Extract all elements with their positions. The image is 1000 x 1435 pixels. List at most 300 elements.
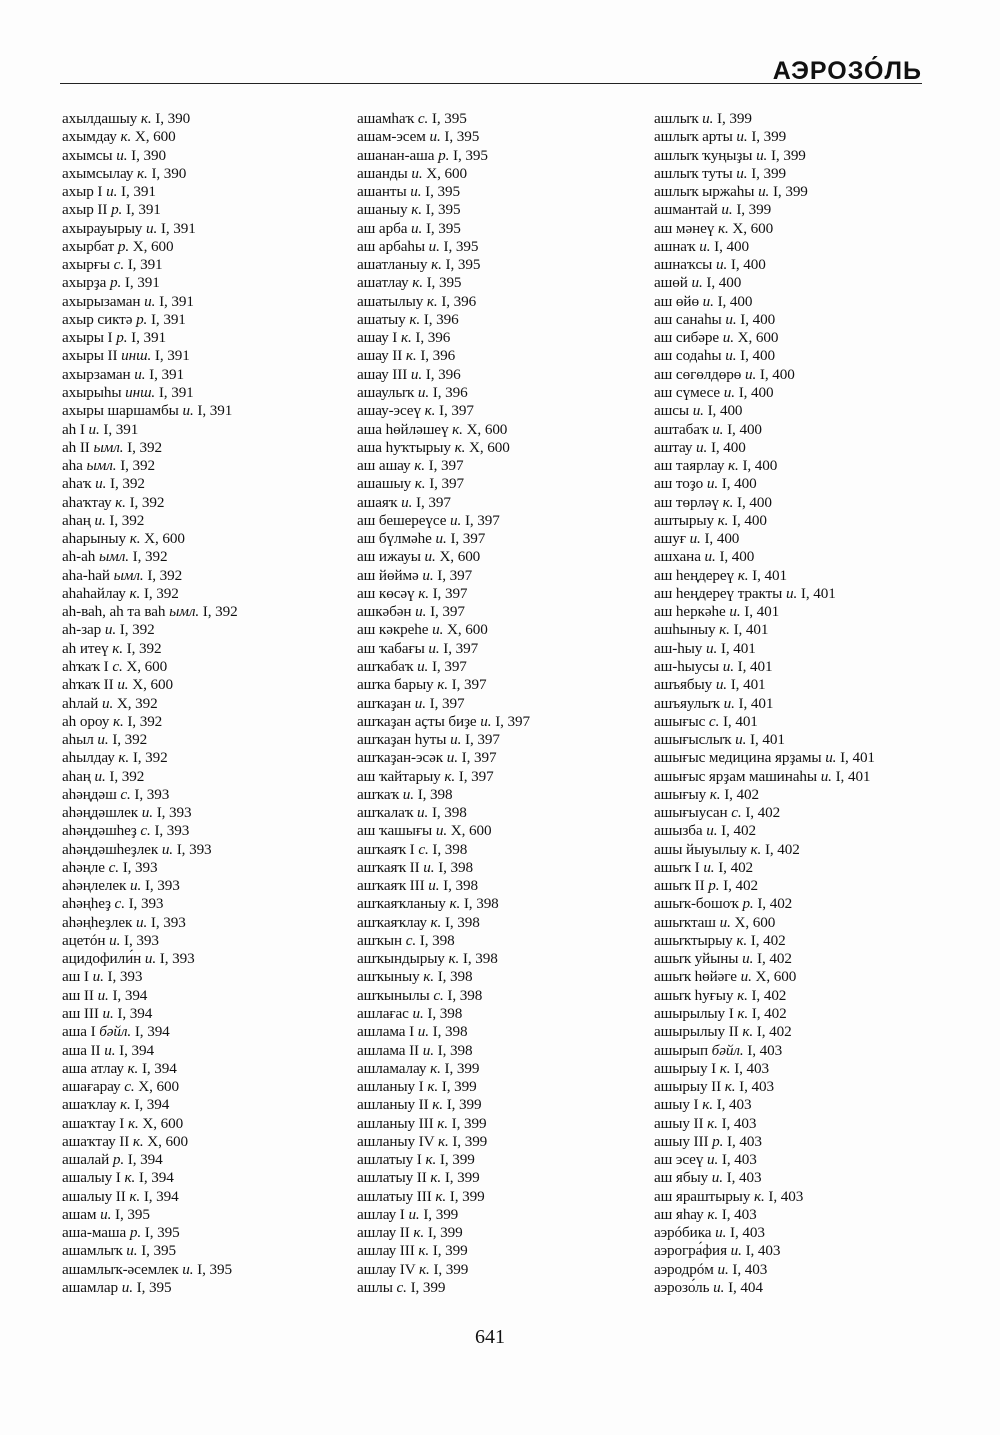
entry-part-of-speech: к.	[717, 511, 729, 529]
entry-part-of-speech: бәйл.	[99, 1023, 132, 1041]
entry-part-of-speech: и.	[692, 402, 704, 420]
entry-headword: ашлыҡ туты	[654, 164, 733, 182]
entry-reference: I, 397	[451, 676, 487, 694]
entry-part-of-speech: и.	[699, 237, 711, 255]
entry-reference: I, 399	[444, 1059, 480, 1077]
entry-part-of-speech: и.	[703, 858, 715, 876]
entry-headword: ахырызаман	[62, 292, 141, 310]
entry-part-of-speech: и.	[740, 968, 752, 986]
entry-headword: ахыры I	[62, 329, 113, 347]
entry-reference: I, 398	[417, 785, 453, 803]
entry-part-of-speech: с.	[114, 895, 125, 913]
dictionary-entry	[357, 1188, 657, 1206]
entry-reference: I, 400	[707, 402, 743, 420]
entry-headword: аш-һыусы	[654, 657, 720, 675]
entry-reference: I, 392	[147, 566, 183, 584]
entry-headword: ашҡаҙан һуты	[357, 731, 447, 749]
entry-headword: аһ-зар	[62, 621, 102, 639]
entry-reference: I, 395	[115, 1205, 150, 1223]
entry-reference: I, 392	[112, 731, 148, 749]
dictionary-entry	[62, 494, 362, 512]
entry-reference: X, 600	[755, 968, 797, 986]
entry-headword: аш көсәү	[357, 584, 415, 602]
entry-part-of-speech: и.	[182, 1260, 194, 1278]
entry-headword: аш сүмесе	[654, 383, 721, 401]
entry-part-of-speech: и.	[723, 383, 735, 401]
dictionary-entry	[357, 895, 657, 913]
entry-reference: I, 393	[159, 950, 195, 968]
dictionary-entry	[654, 567, 954, 585]
entry-headword: ашҡаҙан	[357, 694, 412, 712]
entry-part-of-speech: с.	[120, 785, 131, 803]
dictionary-entry	[357, 439, 657, 457]
entry-headword: аш содаһы	[654, 347, 722, 365]
entry-part-of-speech: и.	[117, 676, 129, 694]
dictionary-entry	[62, 183, 362, 201]
entry-headword: аһәңдәшһеҙ	[62, 822, 137, 840]
entry-reference: I, 398	[437, 1041, 473, 1059]
entry-headword: аш арба	[357, 219, 408, 237]
dictionary-entry	[654, 293, 954, 311]
entry-reference: I, 399	[432, 1242, 468, 1260]
entry-reference: I, 395	[144, 1224, 180, 1242]
entry-reference: I, 402	[721, 822, 756, 840]
entry-headword: аһ-аһ	[62, 548, 96, 566]
dictionary-entry	[62, 822, 362, 840]
dictionary-entry	[357, 932, 657, 950]
entry-headword: ацетóн	[62, 931, 106, 949]
entry-part-of-speech: к.	[719, 621, 730, 639]
entry-part-of-speech: к.	[118, 749, 130, 767]
dictionary-entry	[357, 165, 657, 183]
dictionary-entry	[357, 475, 657, 493]
dictionary-entry	[62, 274, 362, 292]
entry-part-of-speech: к.	[127, 1059, 139, 1077]
entry-reference: I, 401	[835, 767, 871, 785]
entry-reference: I, 393	[122, 858, 158, 876]
entry-part-of-speech: и.	[721, 201, 733, 219]
entry-reference: I, 403	[745, 1242, 781, 1260]
entry-reference: I, 399	[772, 183, 808, 201]
dictionary-entry	[357, 1279, 657, 1297]
entry-part-of-speech: к.	[127, 1114, 139, 1132]
dictionary-entry	[357, 183, 657, 201]
entry-part-of-speech: и.	[146, 219, 158, 237]
entry-part-of-speech: и.	[450, 511, 462, 529]
entry-reference: I, 399	[433, 1260, 469, 1278]
entry-headword: ашаныу	[357, 201, 408, 219]
entry-headword: ашлағас	[357, 1005, 409, 1023]
dictionary-entry	[357, 1023, 657, 1041]
entry-headword: аһа	[62, 457, 83, 475]
entry-part-of-speech: к.	[709, 785, 721, 803]
entry-part-of-speech: и.	[106, 183, 118, 201]
dictionary-entry	[62, 841, 362, 859]
entry-part-of-speech: инш.	[121, 347, 152, 365]
page-number: 641	[475, 1326, 505, 1348]
entry-part-of-speech: и.	[97, 986, 109, 1004]
entry-headword: ашыҡ һөйәге	[654, 968, 737, 986]
dictionary-entry	[62, 585, 362, 603]
entry-headword: ашҡалаҡ	[357, 804, 414, 822]
entry-column-1	[62, 110, 362, 1297]
entry-reference: I, 392	[119, 621, 155, 639]
dictionary-entry	[654, 695, 954, 713]
entry-part-of-speech: р.	[116, 329, 128, 347]
entry-headword: аш йөймә	[357, 566, 419, 584]
entry-reference: I, 400	[727, 420, 762, 438]
entry-headword: ашырып	[654, 1041, 708, 1059]
entry-reference: I, 399	[444, 1169, 480, 1187]
entry-headword: ашау II	[357, 347, 403, 365]
entry-part-of-speech: к.	[400, 329, 412, 347]
dictionary-entry	[357, 366, 657, 384]
entry-reference: I, 399	[427, 1224, 463, 1242]
dictionary-entry	[357, 402, 657, 420]
entry-part-of-speech: к.	[423, 968, 434, 986]
entry-reference: I, 392	[109, 511, 145, 529]
dictionary-entry	[62, 1133, 362, 1151]
dictionary-entry	[357, 347, 657, 365]
entry-headword: аш сөгөлдөрө	[654, 365, 742, 383]
entry-headword: аша II	[62, 1041, 101, 1059]
dictionary-entry	[654, 1133, 954, 1151]
dictionary-entry	[357, 530, 657, 548]
entry-part-of-speech: к.	[409, 310, 421, 328]
dictionary-entry	[654, 1096, 954, 1114]
entry-headword: ашҡыныу	[357, 968, 420, 986]
dictionary-entry	[654, 201, 954, 219]
entry-headword: ашланыу III	[357, 1114, 434, 1132]
dictionary-entry	[654, 1023, 954, 1041]
entry-reference: X, 600	[732, 219, 774, 237]
entry-reference: I, 397	[428, 457, 464, 475]
dictionary-entry	[357, 1042, 657, 1060]
dictionary-entry	[62, 421, 362, 439]
dictionary-entry	[62, 859, 362, 877]
entry-reference: I, 403	[732, 1260, 768, 1278]
entry-reference: I, 401	[720, 639, 756, 657]
entry-reference: I, 393	[156, 804, 192, 822]
entry-headword: ашығыслыҡ	[654, 731, 732, 749]
entry-headword: ашланыу IV	[357, 1132, 435, 1150]
dictionary-entry	[357, 147, 657, 165]
entry-reference: I, 397	[458, 767, 494, 785]
dictionary-entry	[654, 1279, 954, 1297]
entry-reference: I, 399	[717, 110, 752, 127]
entry-reference: I, 398	[444, 913, 480, 931]
entry-part-of-speech: к.	[426, 292, 438, 310]
entry-part-of-speech: к.	[115, 493, 126, 511]
entry-reference: I, 390	[131, 146, 166, 164]
dictionary-entry	[62, 950, 362, 968]
entry-part-of-speech: и.	[691, 274, 703, 292]
entry-part-of-speech: и.	[736, 164, 748, 182]
entry-headword: ашалыу I	[62, 1169, 121, 1187]
dictionary-entry	[62, 567, 362, 585]
entry-reference: I, 401	[722, 712, 758, 730]
entry-headword: аэрогра́фия	[654, 1242, 727, 1260]
entry-part-of-speech: к.	[120, 128, 132, 146]
dictionary-entry	[357, 494, 657, 512]
dictionary-entry	[62, 384, 362, 402]
dictionary-entry	[654, 439, 954, 457]
entry-reference: I, 392	[109, 767, 145, 785]
dictionary-entry	[357, 1261, 657, 1279]
dictionary-entry	[62, 475, 362, 493]
entry-part-of-speech: и.	[704, 548, 716, 566]
entry-part-of-speech: к.	[129, 584, 141, 602]
entry-part-of-speech: к.	[411, 201, 422, 219]
dictionary-entry	[62, 366, 362, 384]
entry-reference: I, 391	[150, 310, 186, 328]
entry-headword: ашҡаҡ	[357, 785, 400, 803]
entry-headword: ашаяҡ	[357, 493, 398, 511]
dictionary-entry	[654, 1042, 954, 1060]
entry-headword: аш III	[62, 1005, 99, 1023]
entry-reference: I, 397	[437, 566, 473, 584]
entry-headword: ашлатыу I	[357, 1151, 422, 1169]
entry-reference: I, 395	[453, 146, 488, 164]
dictionary-entry	[357, 548, 657, 566]
entry-reference: I, 403	[716, 1096, 752, 1114]
dictionary-entry	[654, 914, 954, 932]
entry-part-of-speech: и.	[432, 621, 444, 639]
entry-reference: I, 394	[134, 1096, 170, 1114]
entry-part-of-speech: к.	[736, 931, 748, 949]
entry-headword: аш яраштырыу	[654, 1187, 751, 1205]
entry-reference: I, 400	[730, 256, 766, 274]
dictionary-entry	[654, 329, 954, 347]
entry-reference: I, 392	[143, 584, 179, 602]
dictionary-entry	[357, 1060, 657, 1078]
entry-part-of-speech: и.	[402, 785, 414, 803]
entry-headword: аэродрóм	[654, 1260, 714, 1278]
entry-reference: X, 600	[126, 657, 168, 675]
entry-reference: I, 391	[159, 292, 194, 310]
entry-part-of-speech: с.	[124, 1078, 135, 1096]
entry-part-of-speech: к.	[750, 840, 762, 858]
entry-reference: I, 398	[462, 950, 498, 968]
entry-headword: аш-һыу	[654, 639, 703, 657]
entry-reference: I, 394	[117, 1005, 153, 1023]
entry-headword: аш ҡабағы	[357, 639, 425, 657]
dictionary-entry	[357, 1115, 657, 1133]
entry-reference: I, 402	[718, 858, 754, 876]
entry-reference: I, 398	[432, 1023, 468, 1041]
entry-reference: I, 403	[727, 1132, 762, 1150]
entry-part-of-speech: с.	[396, 1279, 407, 1296]
entry-headword: аһаһайлау	[62, 584, 126, 602]
entry-headword: ашламалау	[357, 1059, 427, 1077]
entry-part-of-speech: и.	[706, 822, 718, 840]
entry-headword: ашыҡ I	[654, 858, 700, 876]
entry-reference: I, 392	[202, 603, 238, 621]
dictionary-entry	[62, 1078, 362, 1096]
entry-reference: I, 402	[750, 931, 786, 949]
entry-reference: I, 400	[721, 475, 757, 493]
entry-part-of-speech: к.	[454, 438, 466, 456]
dictionary-entry	[357, 822, 657, 840]
entry-part-of-speech: и.	[428, 877, 440, 895]
entry-headword: аһаң	[62, 511, 91, 529]
dictionary-entry	[654, 676, 954, 694]
entry-headword: ашамлыҡ	[62, 1242, 123, 1260]
entry-headword: аш бешереүсе	[357, 511, 447, 529]
entry-headword: аш һеркәһе	[654, 603, 726, 621]
entry-part-of-speech: и.	[725, 347, 737, 365]
entry-headword: ашлау III	[357, 1242, 415, 1260]
dictionary-entry	[654, 457, 954, 475]
entry-headword: ашамһаҡ	[357, 110, 415, 127]
entry-headword: ашъяулыҡ	[654, 694, 720, 712]
entry-reference: I, 396	[420, 347, 456, 365]
entry-part-of-speech: и.	[446, 749, 458, 767]
entry-part-of-speech: ымл.	[169, 603, 200, 621]
entry-headword: аш ҡайтарыу	[357, 767, 441, 785]
entry-part-of-speech: к.	[737, 566, 749, 584]
entry-part-of-speech: р.	[112, 1151, 125, 1169]
entry-part-of-speech: и.	[109, 931, 121, 949]
entry-part-of-speech: и.	[756, 146, 768, 164]
entry-headword: аһҡаҡ I	[62, 657, 109, 675]
entry-part-of-speech: и.	[722, 329, 734, 347]
entry-part-of-speech: и.	[415, 603, 427, 621]
entry-reference: I, 400	[736, 493, 772, 511]
entry-reference: X, 600	[142, 1114, 184, 1132]
entry-reference: I, 397	[464, 511, 500, 529]
entry-part-of-speech: и.	[480, 712, 492, 730]
dictionary-entry	[654, 548, 954, 566]
entry-headword: ашыҡ уйыны	[654, 950, 739, 968]
dictionary-entry	[357, 640, 657, 658]
entry-headword: ахыр сиктә	[62, 310, 133, 328]
entry-reference: I, 399	[423, 1205, 459, 1223]
dictionary-entry	[654, 585, 954, 603]
entry-headword: ашау III	[357, 365, 408, 383]
dictionary-entry	[654, 183, 954, 201]
entry-reference: I, 395	[444, 128, 480, 146]
entry-reference: X, 600	[737, 329, 779, 347]
entry-part-of-speech: и.	[417, 383, 430, 401]
entry-headword: ашаулыҡ	[357, 383, 415, 401]
entry-headword: ашҡындырыу	[357, 950, 445, 968]
entry-reference: I, 393	[176, 840, 212, 858]
entry-part-of-speech: с.	[418, 840, 429, 858]
entry-headword: аша-маша	[62, 1224, 127, 1242]
entry-reference: I, 393	[154, 822, 190, 840]
entry-reference: I, 391	[131, 329, 166, 347]
entry-reference: I, 392	[132, 548, 168, 566]
dictionary-entry	[357, 1169, 657, 1187]
entry-part-of-speech: и.	[135, 913, 148, 931]
dictionary-entry	[357, 841, 657, 859]
entry-reference: I, 400	[706, 274, 742, 292]
dictionary-entry	[62, 256, 362, 274]
entry-reference: X, 600	[466, 420, 508, 438]
dictionary-entry	[654, 147, 954, 165]
dictionary-entry	[654, 1151, 954, 1169]
entry-headword: ашанты	[357, 183, 407, 201]
dictionary-entry	[654, 1242, 954, 1260]
entry-headword: аһәңдәш	[62, 785, 117, 803]
entry-column-3	[654, 110, 954, 1297]
dictionary-entry	[654, 475, 954, 493]
entry-headword: ашлатыу III	[357, 1187, 432, 1205]
entry-reference: I, 391	[103, 420, 139, 438]
dictionary-entry	[654, 165, 954, 183]
entry-headword: аһаң	[62, 767, 91, 785]
entry-headword: ашлама I	[357, 1023, 415, 1041]
entry-headword: ашҡаҙан аҫты биҙе	[357, 712, 477, 730]
entry-headword: аша атлау	[62, 1059, 124, 1077]
entry-reference: I, 403	[721, 1114, 757, 1132]
entry-headword: аһыл	[62, 731, 94, 749]
entry-headword: ашланыу I	[357, 1078, 424, 1096]
entry-part-of-speech: и.	[450, 731, 462, 749]
entry-part-of-speech: р.	[708, 877, 720, 895]
dictionary-entry	[357, 1242, 657, 1260]
entry-reference: I, 404	[728, 1279, 763, 1296]
entry-reference: I, 397	[429, 694, 465, 712]
entry-reference: X, 600	[147, 1132, 189, 1150]
entry-reference: I, 400	[738, 383, 774, 401]
entry-headword: аһа-һай	[62, 566, 110, 584]
dictionary-entry	[357, 311, 657, 329]
entry-reference: I, 398	[432, 840, 468, 858]
entry-part-of-speech: к.	[717, 219, 729, 237]
entry-reference: I, 397	[461, 749, 497, 767]
dictionary-entry	[357, 658, 657, 676]
entry-reference: I, 393	[123, 931, 159, 949]
dictionary-entry	[654, 274, 954, 292]
entry-headword: аэрозо́ль	[654, 1279, 710, 1296]
entry-part-of-speech: к.	[424, 402, 436, 420]
entry-reference: I, 397	[430, 603, 465, 621]
entry-headword: ахыры II	[62, 347, 118, 365]
entry-headword: ашыҡ-бошоҡ	[654, 895, 739, 913]
entry-reference: I, 403	[739, 1078, 774, 1096]
entry-headword: ашатыу	[357, 310, 406, 328]
entry-part-of-speech: с.	[708, 712, 720, 730]
entry-reference: X, 600	[447, 621, 488, 639]
entry-part-of-speech: и.	[144, 950, 157, 968]
entry-part-of-speech: и.	[689, 530, 701, 548]
entry-headword: ахымдау	[62, 128, 117, 146]
entry-part-of-speech: и.	[100, 1205, 112, 1223]
entry-part-of-speech: к.	[728, 457, 739, 475]
entry-reference: I, 397	[443, 639, 479, 657]
entry-part-of-speech: р.	[129, 1224, 142, 1242]
dictionary-entry	[62, 1169, 362, 1187]
entry-headword: ашҡаяҡ II	[357, 858, 420, 876]
entry-reference: I, 391	[158, 383, 194, 401]
entry-headword: аһҡаҡ II	[62, 676, 114, 694]
entry-part-of-speech: к.	[737, 986, 748, 1004]
entry-part-of-speech: с.	[108, 858, 119, 876]
entry-part-of-speech: и.	[712, 420, 724, 438]
dictionary-entry	[357, 585, 657, 603]
dictionary-entry	[62, 640, 362, 658]
entry-part-of-speech: к.	[742, 1023, 754, 1041]
entry-part-of-speech: к.	[452, 420, 463, 438]
entry-part-of-speech: с.	[113, 256, 125, 274]
entry-headword: аш һеңдереү тракты	[654, 584, 783, 602]
dictionary-entry	[62, 1188, 362, 1206]
dictionary-entry	[62, 220, 362, 238]
entry-part-of-speech: к.	[427, 1078, 439, 1096]
entry-reference: I, 391	[124, 274, 160, 292]
